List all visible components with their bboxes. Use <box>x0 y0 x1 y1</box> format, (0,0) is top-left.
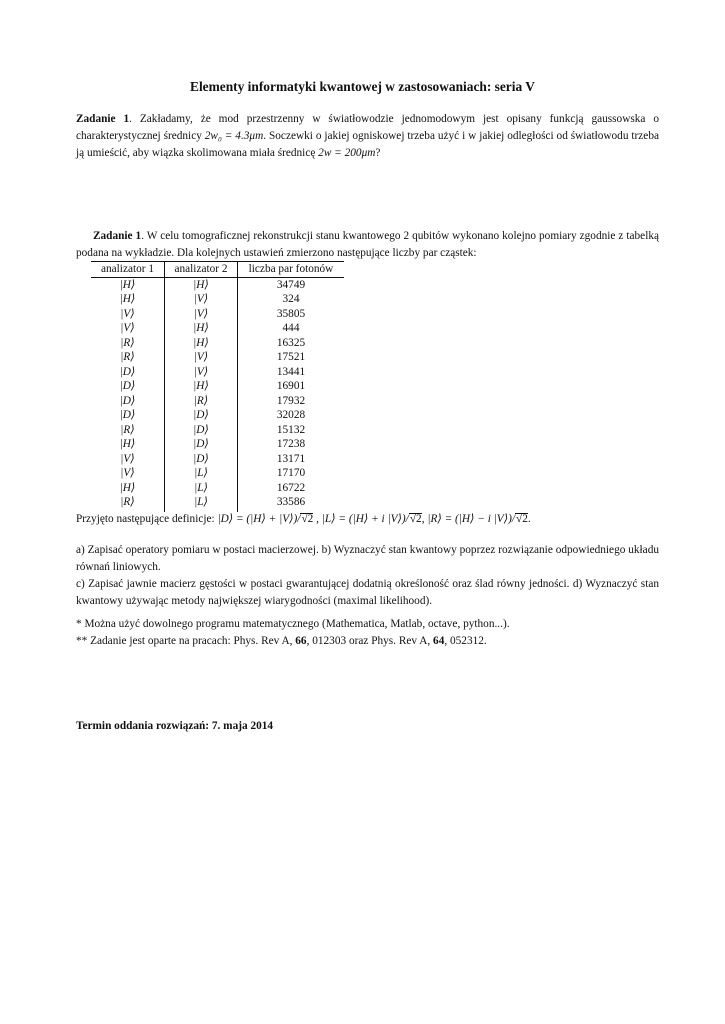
table-row <box>91 336 344 351</box>
sqrt-r: √2 <box>516 513 528 525</box>
cell-analyzer-1: |V⟩ <box>91 321 165 336</box>
task-1-math-a: 2w₀ = 4.3μm <box>204 130 264 143</box>
cell-photon-pairs: 444 <box>282 322 300 334</box>
table-row <box>91 321 344 336</box>
task-1-paragraph <box>76 111 659 163</box>
table-row <box>91 408 344 423</box>
definition-r: , |R⟩ = (|H⟩ − i |V⟩)/ <box>421 513 516 525</box>
cell-photon-pairs: 17932 <box>276 394 306 407</box>
definitions-end: . <box>527 513 531 525</box>
table-row <box>91 292 344 307</box>
cell-photon-pairs: 35805 <box>276 307 306 320</box>
sqrt-d: √2 <box>301 513 314 525</box>
cell-photon-pairs: 15132 <box>276 423 306 436</box>
sqrt-r-arg: 2 <box>522 513 528 525</box>
table-row <box>91 277 344 292</box>
task-1-text-a: . Zakładamy, że mod przestrzenny w światłowodzie jednomodowym jest opisany funkcją gaussowska o charakterystycznej średnicy <box>76 113 659 143</box>
cell-analyzer-1: |R⟩ <box>91 350 165 365</box>
cell-analyzer-2: |R⟩ <box>165 394 238 409</box>
cell-analyzer-2: |D⟩ <box>165 452 238 467</box>
cell-analyzer-1: |H⟩ <box>91 437 165 452</box>
cell-analyzer-1: |R⟩ <box>91 336 165 351</box>
task-1-math-b: 2w = 200μm <box>318 147 376 160</box>
cell-analyzer-2: |V⟩ <box>165 350 238 365</box>
table-row <box>91 452 344 467</box>
cell-analyzer-2: |H⟩ <box>165 336 238 351</box>
definition-l: , |L⟩ = (|H⟩ + i |V⟩)/ <box>313 513 409 525</box>
table-row <box>91 423 344 438</box>
cell-analyzer-1: |R⟩ <box>91 423 165 438</box>
table-row <box>91 365 344 380</box>
table-header-photon-pairs: liczba par fotonów <box>238 262 345 278</box>
note-2-b: , 012303 oraz Phys. Rev A, <box>306 635 434 647</box>
cell-analyzer-2: |V⟩ <box>165 307 238 322</box>
cell-analyzer-2: |V⟩ <box>165 365 238 380</box>
task-2-label: Zadanie 1 <box>93 230 142 242</box>
table-row <box>91 495 344 512</box>
cell-analyzer-2: |H⟩ <box>165 379 238 394</box>
note-2-a: ** Zadanie jest oparte na pracach: Phys. Rev A, <box>76 635 296 647</box>
note-2-volume-2: 64 <box>433 635 445 647</box>
items-ab: a) Zapisać operatory pomiaru w postaci macierzowej. b) Wyznaczyć stan kwantowy poprzez rozwiązanie odpowiedniego układu równań liniowych. <box>76 544 659 574</box>
sqrt-l: √2 <box>409 513 422 525</box>
cell-analyzer-1: |R⟩ <box>91 495 165 512</box>
table-row <box>91 379 344 394</box>
task-1-text-b: . Soczewki o jakiej ogniskowej trzeba użyć i w jakiej odległości od światłowodu trzeba ją umieścić, aby wiązka skolimowana miała średnicę <box>76 130 659 160</box>
task-2-paragraph <box>76 228 659 262</box>
cell-analyzer-1: |H⟩ <box>91 292 165 307</box>
cell-photon-pairs: 16722 <box>276 481 306 494</box>
items-cd: c) Zapisać jawnie macierz gęstości w postaci gwarantującej dodatnią określoność oraz ślad równy jedności. d) Wyznaczyć stan kwantowy używając metody największej wiarygodności (maximal likelihood). <box>76 578 659 608</box>
cell-analyzer-1: |V⟩ <box>91 307 165 322</box>
cell-analyzer-1: |D⟩ <box>91 408 165 423</box>
table-header-row <box>91 262 344 278</box>
cell-analyzer-1: |D⟩ <box>91 394 165 409</box>
task-1-label: Zadanie 1 <box>76 113 130 125</box>
sqrt-l-arg: 2 <box>416 513 422 525</box>
cell-analyzer-1: |D⟩ <box>91 379 165 394</box>
cell-analyzer-2: |D⟩ <box>165 408 238 423</box>
cell-analyzer-1: |V⟩ <box>91 452 165 467</box>
definition-d: |D⟩ = (|H⟩ + |V⟩)/ <box>217 513 301 525</box>
cell-photon-pairs: 13171 <box>276 452 306 465</box>
cell-photon-pairs: 17238 <box>276 438 306 450</box>
cell-analyzer-1: |H⟩ <box>91 481 165 496</box>
note-2 <box>76 633 659 650</box>
cell-photon-pairs: 16901 <box>276 380 306 392</box>
measurement-table <box>91 261 344 512</box>
cell-analyzer-2: |D⟩ <box>165 423 238 438</box>
definitions-lead: Przyjęto następujące definicje: <box>76 513 218 525</box>
cell-photon-pairs: 17170 <box>276 467 306 479</box>
table-row <box>91 350 344 365</box>
table-header-analyzer-2: analizator 2 <box>165 262 238 278</box>
table-row <box>91 437 344 452</box>
table-header-analyzer-1: analizator 1 <box>91 262 165 278</box>
task-2-text: . W celu tomograficznej rekonstrukcji stanu kwantowego 2 qubitów wykonano kolejno pomiary zgodnie z tabelką podana na wykładzie. Dla kolejnych ustawień zmierzono następujące liczby par cząstek: <box>76 230 659 260</box>
cell-analyzer-2: |H⟩ <box>165 277 238 292</box>
cell-photon-pairs: 13441 <box>276 365 306 378</box>
table-row <box>91 466 344 481</box>
cell-analyzer-2: |L⟩ <box>165 466 238 481</box>
cell-analyzer-2: |H⟩ <box>165 321 238 336</box>
note-2-c: , 052312. <box>444 635 487 647</box>
page-title: Elementy informatyki kwantowej w zastosowaniach: seria V <box>190 79 535 94</box>
table-body <box>91 277 344 512</box>
cell-analyzer-2: |D⟩ <box>165 437 238 452</box>
table-row <box>91 307 344 322</box>
cell-photon-pairs: 16325 <box>276 336 306 349</box>
cell-photon-pairs: 17521 <box>276 351 306 363</box>
definitions-line <box>76 512 531 525</box>
cell-analyzer-2: |L⟩ <box>165 495 238 512</box>
sqrt-d-arg: 2 <box>307 513 314 525</box>
cell-analyzer-2: |L⟩ <box>165 481 238 496</box>
cell-photon-pairs: 32028 <box>276 409 306 421</box>
cell-analyzer-1: |D⟩ <box>91 365 165 380</box>
table-row <box>91 481 344 496</box>
table-row <box>91 394 344 409</box>
cell-photon-pairs: 33586 <box>276 496 306 508</box>
note-1: * Można użyć dowolnego programu matematycznego (Mathematica, Matlab, octave, python...). <box>76 618 510 630</box>
cell-analyzer-1: |H⟩ <box>91 277 165 292</box>
cell-photon-pairs: 324 <box>282 293 300 305</box>
cell-analyzer-1: |V⟩ <box>91 466 165 481</box>
cell-analyzer-2: |V⟩ <box>165 292 238 307</box>
note-2-volume-1: 66 <box>295 635 307 647</box>
cell-photon-pairs: 34749 <box>276 278 306 291</box>
task-1-text-c: ? <box>375 147 381 160</box>
deadline: Termin oddania rozwiązań: 7. maja 2014 <box>76 720 274 732</box>
